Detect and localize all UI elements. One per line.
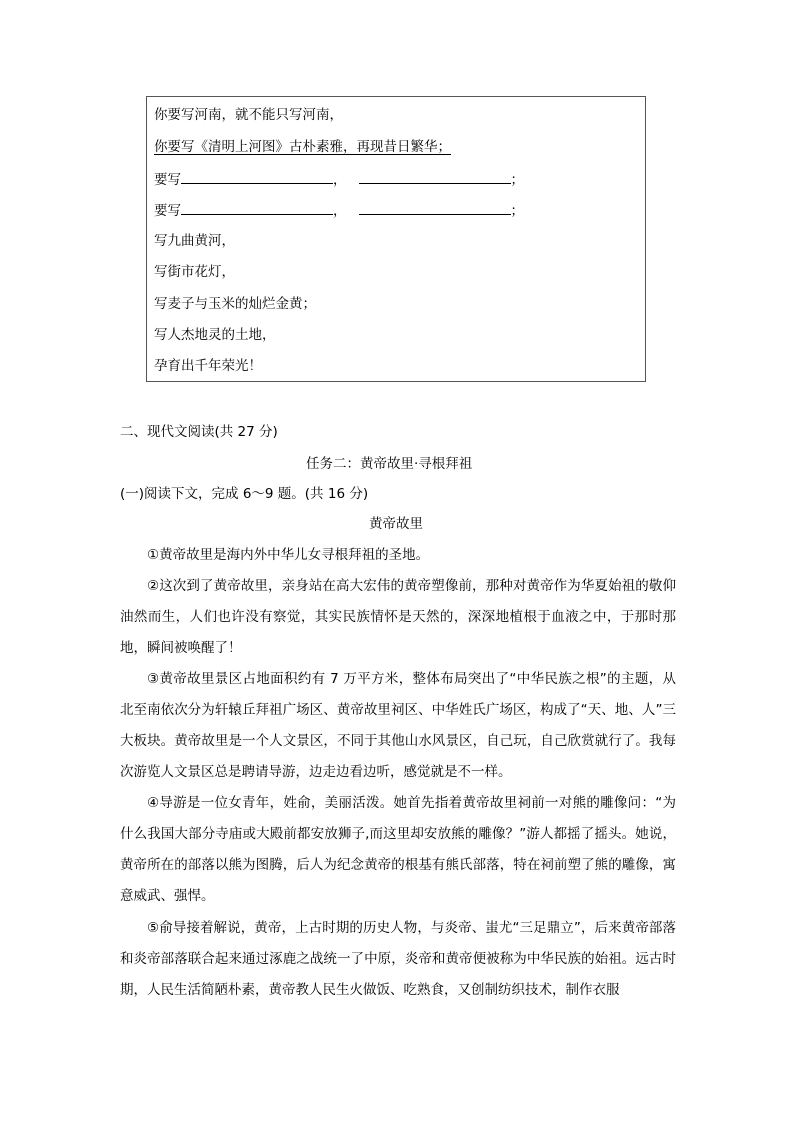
paragraph-1: ①黄帝故里是海内外中华儿女寻根拜祖的圣地。 xyxy=(147,547,430,563)
reading-instruction: (一)阅读下文，完成 6～9 题。(共 16 分) xyxy=(120,486,369,502)
poem-line-8: 写人杰地灵的土地， xyxy=(154,327,276,343)
poem-blank-line-1 xyxy=(154,171,524,188)
blank-prefix: 要写 xyxy=(154,172,181,188)
poem-box xyxy=(146,96,646,382)
paragraph-2: ②这次到了黄帝故里，亲身站在高大宏伟的黄帝塑像前，那种对黄帝作为华夏始祖的敬仰油然而生，人们也许没有察觉，其实民族情怀是天然的，深深地植根于血液之中，于那时那地，瞬间被唤醒了！ xyxy=(120,578,676,656)
blank-separator: ， xyxy=(333,172,347,188)
poem-line-9: 孕育出千年荣光！ xyxy=(154,358,262,374)
poem-line-5: 写九曲黄河， xyxy=(154,233,235,249)
answer-blank[interactable] xyxy=(181,171,333,184)
paragraph-5: ⑤俞导接着解说，黄帝，上古时期的历史人物，与炎帝、蚩尤“三足鼎立”，后来黄帝部落和炎帝部落联合起来通过涿鹿之战统一了中原，炎帝和黄帝便被称为中华民族的始祖。远古时期，人民生活简陋朴素，黄帝教人民生火做饭、吃熟食，又创制纺织技术，制作衣服 xyxy=(120,920,676,998)
answer-blank[interactable] xyxy=(359,171,511,184)
paragraph-4: ④导游是一位女青年，姓俞，美丽活泼。她首先指着黄帝故里祠前一对熊的雕像问：“为什么我国大部分寺庙或大殿前都安放狮子,而这里却安放熊的雕像？”游人都摇了摇头。她说，黄帝所在的部落以熊为图腾，后人为纪念黄帝的根基有熊氏部落，特在祠前塑了熊的雕像，寓意威武、强悍。 xyxy=(120,795,676,904)
blank-prefix: 要写 xyxy=(154,203,181,219)
blank-end: ； xyxy=(510,203,524,219)
poem-line-1: 你要写河南，就不能只写河南， xyxy=(154,107,343,123)
poem-line-2: 你要写《清明上河图》古朴素雅，再现昔日繁华； xyxy=(154,139,451,155)
article-title: 黄帝故里 xyxy=(369,516,423,532)
task-title: 任务二：黄帝故里·寻根拜祖 xyxy=(306,456,473,472)
poem-line-7: 写麦子与玉米的灿烂金黄； xyxy=(154,296,316,312)
paragraph-3: ③黄帝故里景区占地面积约有 7 万平方米，整体布局突出了“中华民族之根”的主题，从北至南依次分为轩辕丘拜祖广场区、黄帝故里祠区、中华姓氏广场区，构成了“天、地、人”三大板块。黄帝故里是一个人文景区，不同于其他山水风景区，自己玩，自己欣赏就行了。我每次游览人文景区总是聘请导游，边走边看边听，感觉就是不一样。 xyxy=(120,671,676,780)
blank-end: ； xyxy=(510,172,524,188)
section-heading: 二、现代文阅读(共 27 分) xyxy=(120,424,278,440)
answer-blank[interactable] xyxy=(181,202,333,215)
poem-line-6: 写街市花灯， xyxy=(154,264,235,280)
answer-blank[interactable] xyxy=(359,202,511,215)
poem-blank-line-2 xyxy=(154,202,524,219)
blank-separator: ， xyxy=(333,203,347,219)
